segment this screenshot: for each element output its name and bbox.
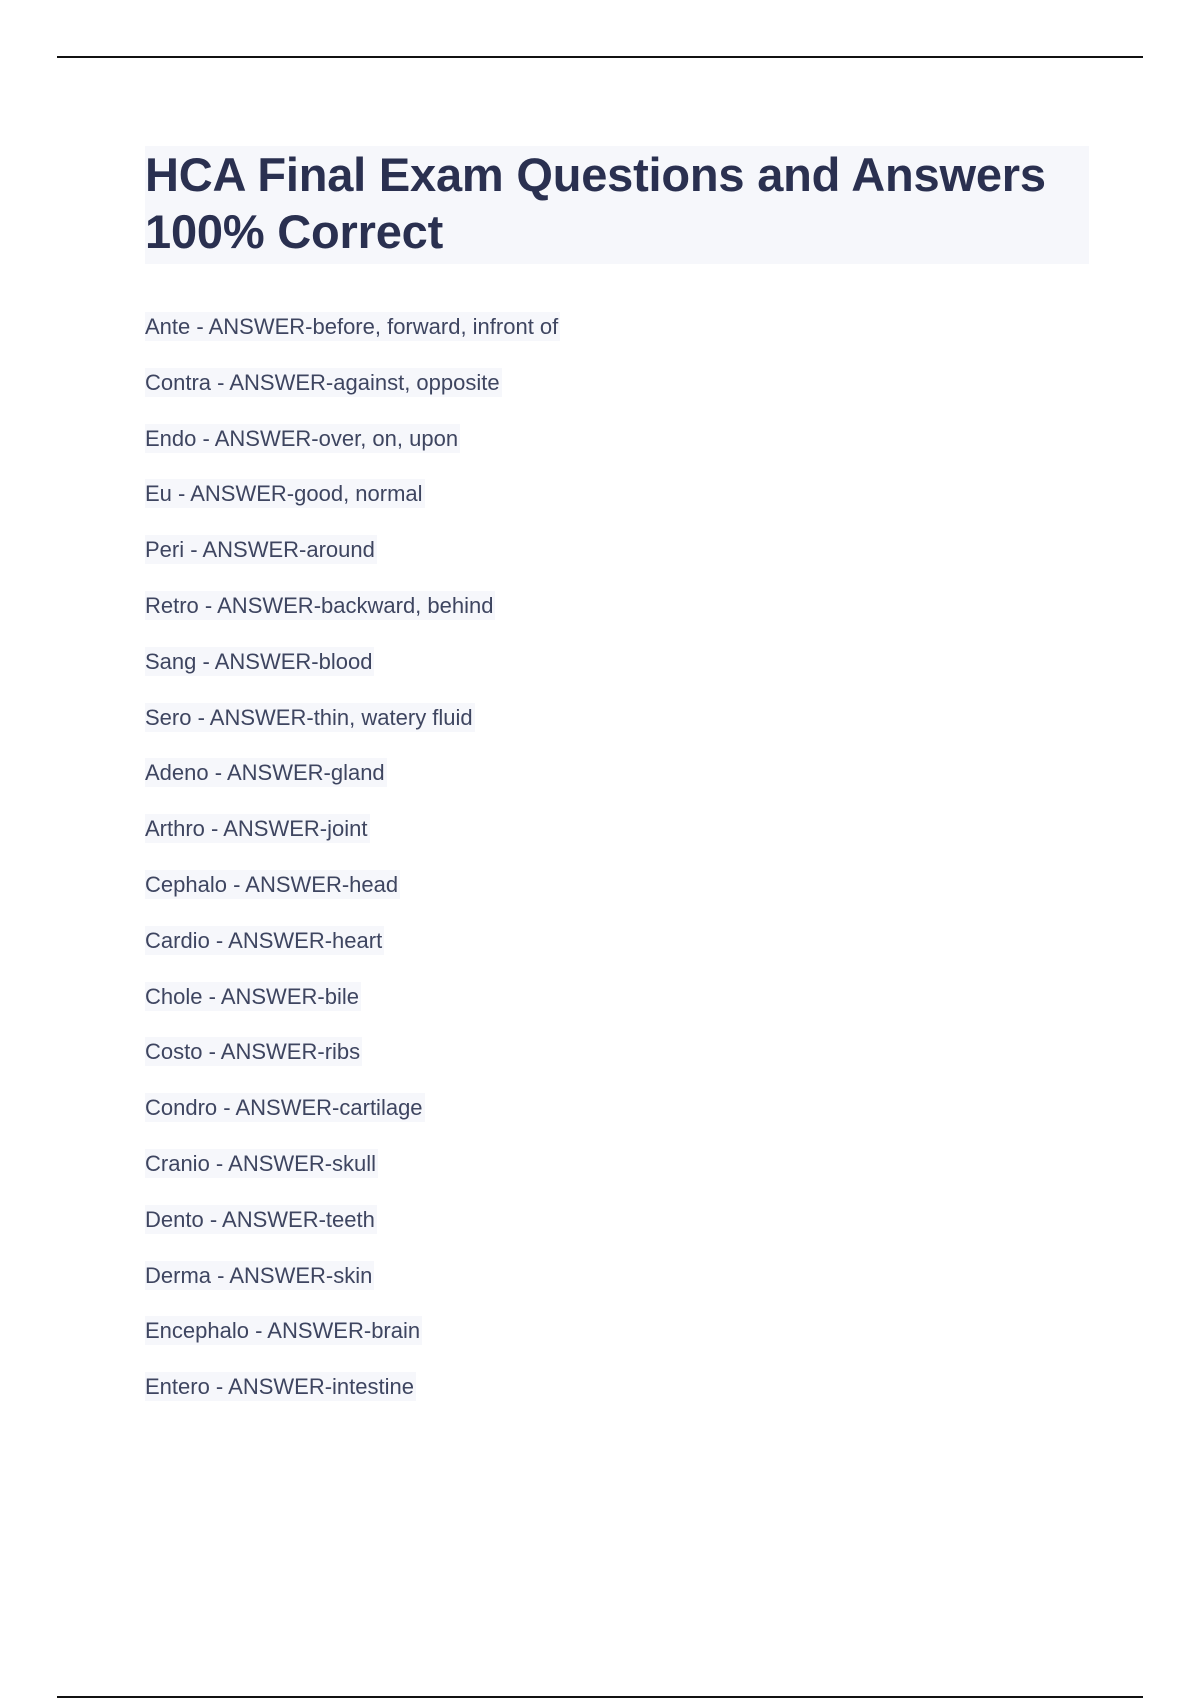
qa-item [145, 1090, 560, 1146]
qa-item [145, 755, 560, 811]
qa-item [145, 532, 560, 588]
qa-item-text: Ante - ANSWER-before, forward, infront of [145, 314, 559, 339]
qa-item [145, 811, 560, 867]
qa-item-text: Entero - ANSWER-intestine [145, 1374, 414, 1400]
qa-item-text: Arthro - ANSWER-joint [145, 816, 368, 842]
qa-item-text: Eu - ANSWER-good, normal [145, 481, 423, 507]
qa-item [145, 1034, 560, 1090]
qa-item [145, 867, 560, 923]
qa-item [145, 979, 560, 1035]
qa-item-text: Cranio - ANSWER-skull [145, 1150, 377, 1176]
qa-item [145, 923, 560, 979]
qa-item-text: Costo - ANSWER-ribs [145, 1039, 361, 1065]
qa-item-text: Sang - ANSWER-blood [145, 648, 373, 674]
qa-item-text: Cephalo - ANSWER-head [145, 871, 399, 897]
qa-item-text: Contra - ANSWER-against, opposite [145, 369, 500, 395]
qa-item-text: Derma - ANSWER-skin [145, 1262, 373, 1288]
qa-item [145, 700, 560, 756]
qa-item [145, 309, 560, 365]
qa-item [145, 588, 560, 644]
header-rule [57, 56, 1143, 58]
qa-item-text: Dento - ANSWER-teeth [145, 1206, 375, 1232]
qa-item-text: Cardio - ANSWER-heart [145, 927, 383, 953]
qa-item [145, 1258, 560, 1314]
qa-item-text: Endo - ANSWER-over, on, upon [145, 425, 459, 451]
qa-list [145, 309, 560, 1425]
qa-item [145, 1146, 560, 1202]
qa-item-text: Adeno - ANSWER-gland [145, 760, 385, 786]
qa-item-text: Peri - ANSWER-around [145, 537, 375, 563]
page-title: HCA Final Exam Questions and Answers 100% Correct [145, 148, 1046, 258]
qa-item-text: Condro - ANSWER-cartilage [145, 1095, 423, 1121]
qa-item [145, 476, 560, 532]
qa-item-text: Encephalo - ANSWER-brain [145, 1318, 421, 1344]
qa-item-text: Retro - ANSWER-backward, behind [145, 592, 494, 618]
qa-item [145, 1202, 560, 1258]
qa-item [145, 1369, 560, 1425]
footer-rule [57, 1696, 1143, 1698]
qa-item-text: Sero - ANSWER-thin, watery fluid [145, 704, 473, 730]
qa-item-text: Chole - ANSWER-bile [145, 983, 359, 1009]
qa-item [145, 421, 560, 477]
qa-item [145, 365, 560, 421]
title-block [145, 146, 1089, 264]
qa-item [145, 644, 560, 700]
qa-item [145, 1313, 560, 1369]
